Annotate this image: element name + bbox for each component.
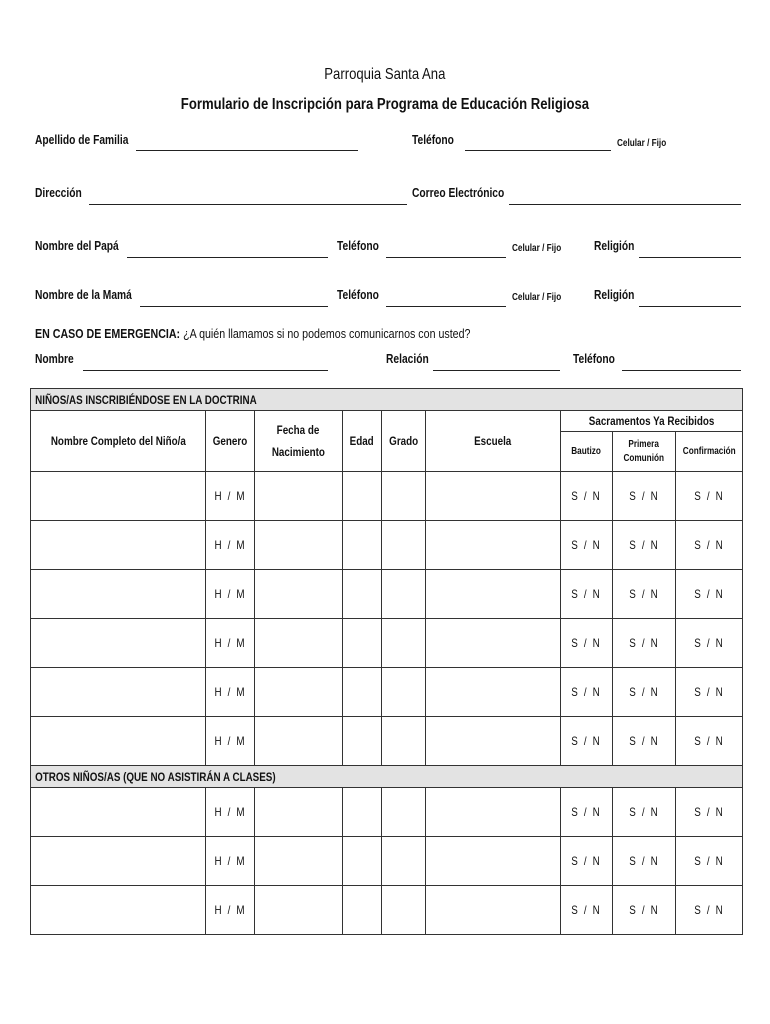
baptism-mark: S / N — [571, 685, 602, 699]
birthdate-cell[interactable] — [255, 472, 343, 521]
school-cell[interactable] — [426, 886, 561, 935]
emergency-name-label: Nombre — [35, 352, 74, 366]
name-cell[interactable] — [31, 521, 206, 570]
col-header-communion: Primera Comunión — [613, 432, 676, 472]
email-field[interactable] — [509, 204, 741, 205]
gender-mark: H / M — [214, 903, 246, 917]
gender-cell[interactable] — [206, 788, 255, 837]
baptism-cell[interactable] — [561, 886, 613, 935]
other-child-row — [31, 886, 743, 935]
baptism-cell[interactable] — [561, 570, 613, 619]
baptism-cell[interactable] — [561, 521, 613, 570]
grade-cell[interactable] — [382, 472, 426, 521]
baptism-cell[interactable] — [561, 788, 613, 837]
baptism-mark: S / N — [571, 854, 602, 868]
confirmation-cell[interactable] — [676, 472, 743, 521]
col-header-birthdate: Fecha de Nacimiento — [255, 411, 343, 472]
gender-cell[interactable] — [206, 619, 255, 668]
name-cell[interactable] — [31, 837, 206, 886]
gender-cell[interactable] — [206, 521, 255, 570]
confirmation-cell[interactable] — [676, 521, 743, 570]
birthdate-cell[interactable] — [255, 788, 343, 837]
section-enrolled-heading: NIÑOS/AS INSCRIBIÉNDOSE EN LA DOCTRINA — [31, 389, 743, 411]
enrolled-child-row — [31, 619, 743, 668]
school-cell[interactable] — [426, 472, 561, 521]
gender-cell[interactable] — [206, 837, 255, 886]
name-cell[interactable] — [31, 570, 206, 619]
emergency-heading: EN CASO DE EMERGENCIA: — [35, 326, 181, 341]
baptism-mark: S / N — [571, 734, 602, 748]
confirmation-cell[interactable] — [676, 668, 743, 717]
name-cell[interactable] — [31, 886, 206, 935]
father-phone-hint: Celular / Fijo — [512, 243, 562, 254]
grade-cell[interactable] — [382, 521, 426, 570]
gender-mark: H / M — [214, 489, 246, 503]
father-phone-label: Teléfono — [337, 239, 379, 253]
section-enrolled-row — [31, 389, 743, 411]
other-child-row — [31, 837, 743, 886]
age-cell[interactable] — [343, 668, 382, 717]
col-header-grade: Grado — [382, 411, 426, 472]
confirmation-mark: S / N — [693, 636, 725, 650]
emergency-question: ¿A quién llamamos si no podemos comunicarnos con usted? — [180, 326, 471, 341]
confirmation-mark: S / N — [693, 685, 725, 699]
birthdate-cell[interactable] — [255, 521, 343, 570]
communion-mark: S / N — [628, 734, 660, 748]
section-others-row — [31, 766, 743, 788]
age-cell[interactable] — [343, 521, 382, 570]
confirmation-mark: S / N — [693, 538, 725, 552]
communion-cell[interactable] — [613, 837, 676, 886]
other-child-row — [31, 788, 743, 837]
gender-mark: H / M — [214, 854, 246, 868]
school-cell[interactable] — [426, 717, 561, 766]
confirmation-mark: S / N — [693, 734, 725, 748]
gender-cell[interactable] — [206, 886, 255, 935]
enrolled-child-row — [31, 668, 743, 717]
name-cell[interactable] — [31, 619, 206, 668]
school-cell[interactable] — [426, 570, 561, 619]
age-cell[interactable] — [343, 886, 382, 935]
communion-mark: S / N — [628, 587, 660, 601]
school-cell[interactable] — [426, 788, 561, 837]
gender-cell[interactable] — [206, 570, 255, 619]
enrolled-child-row — [31, 717, 743, 766]
confirmation-cell[interactable] — [676, 570, 743, 619]
gender-cell[interactable] — [206, 472, 255, 521]
baptism-cell[interactable] — [561, 717, 613, 766]
grade-cell[interactable] — [382, 886, 426, 935]
other-rows — [31, 788, 743, 935]
birthdate-cell[interactable] — [255, 570, 343, 619]
family-surname-label: Apellido de Familia — [35, 133, 129, 147]
father-religion-label: Religión — [594, 239, 635, 253]
school-cell[interactable] — [426, 837, 561, 886]
mother-phone-field[interactable] — [386, 306, 506, 307]
school-cell[interactable] — [426, 619, 561, 668]
communion-cell[interactable] — [613, 717, 676, 766]
confirmation-mark: S / N — [693, 587, 725, 601]
birthdate-cell[interactable] — [255, 619, 343, 668]
mother-religion-label: Religión — [594, 288, 635, 302]
mother-phone-label: Teléfono — [337, 288, 379, 302]
col-header-baptism: Bautizo — [561, 432, 613, 472]
mother-religion-field[interactable] — [639, 306, 741, 307]
communion-cell[interactable] — [613, 472, 676, 521]
communion-mark: S / N — [628, 854, 660, 868]
age-cell[interactable] — [343, 717, 382, 766]
communion-mark: S / N — [628, 903, 660, 917]
header-row — [31, 411, 743, 432]
enrolled-child-row — [31, 570, 743, 619]
communion-cell[interactable] — [613, 570, 676, 619]
emergency-relation-field[interactable] — [433, 370, 560, 371]
grade-cell[interactable] — [382, 717, 426, 766]
grade-cell[interactable] — [382, 570, 426, 619]
gender-mark: H / M — [214, 685, 246, 699]
baptism-cell[interactable] — [561, 619, 613, 668]
family-surname-field[interactable] — [136, 150, 358, 151]
confirmation-mark: S / N — [693, 854, 725, 868]
age-cell[interactable] — [343, 619, 382, 668]
emergency-phone-field[interactable] — [622, 370, 741, 371]
form-title: Formulario de Inscripción para Programa de Educación Religiosa — [180, 96, 590, 113]
confirmation-mark: S / N — [693, 489, 725, 503]
communion-mark: S / N — [628, 538, 660, 552]
grade-cell[interactable] — [382, 837, 426, 886]
enrolled-rows — [31, 472, 743, 766]
baptism-mark: S / N — [571, 903, 602, 917]
school-cell[interactable] — [426, 521, 561, 570]
family-phone-hint: Celular / Fijo — [617, 138, 667, 149]
birthdate-cell[interactable] — [255, 886, 343, 935]
communion-mark: S / N — [628, 636, 660, 650]
col-header-school: Escuela — [426, 411, 561, 472]
age-cell[interactable] — [343, 788, 382, 837]
confirmation-mark: S / N — [693, 903, 725, 917]
children-table — [30, 388, 743, 935]
gender-cell[interactable] — [206, 668, 255, 717]
emergency-phone-label: Teléfono — [573, 352, 615, 366]
school-cell[interactable] — [426, 668, 561, 717]
enrolled-child-row — [31, 521, 743, 570]
mother-phone-hint: Celular / Fijo — [512, 292, 562, 303]
confirmation-cell[interactable] — [676, 788, 743, 837]
enrolled-child-row — [31, 472, 743, 521]
father-phone-field[interactable] — [386, 257, 506, 258]
birthdate-cell[interactable] — [255, 717, 343, 766]
gender-mark: H / M — [214, 805, 246, 819]
communion-mark: S / N — [628, 685, 660, 699]
communion-cell[interactable] — [613, 619, 676, 668]
name-cell[interactable] — [31, 668, 206, 717]
emergency-name-field[interactable] — [83, 370, 328, 371]
mother-name-label: Nombre de la Mamá — [35, 288, 132, 302]
name-cell[interactable] — [31, 717, 206, 766]
communion-cell[interactable] — [613, 788, 676, 837]
grade-cell[interactable] — [382, 619, 426, 668]
birthdate-cell[interactable] — [255, 668, 343, 717]
communion-cell[interactable] — [613, 668, 676, 717]
age-cell[interactable] — [343, 472, 382, 521]
gender-mark: H / M — [214, 587, 246, 601]
emergency-prompt — [35, 326, 470, 341]
baptism-cell[interactable] — [561, 472, 613, 521]
baptism-mark: S / N — [571, 538, 602, 552]
communion-cell[interactable] — [613, 521, 676, 570]
baptism-cell[interactable] — [561, 668, 613, 717]
father-name-label: Nombre del Papá — [35, 239, 119, 253]
father-name-field[interactable] — [127, 257, 328, 258]
baptism-cell[interactable] — [561, 837, 613, 886]
emergency-relation-label: Relación — [386, 352, 429, 366]
col-header-age: Edad — [343, 411, 382, 472]
confirmation-cell[interactable] — [676, 619, 743, 668]
col-header-sacraments: Sacramentos Ya Recibidos — [561, 411, 743, 432]
email-label: Correo Electrónico — [412, 186, 505, 200]
address-label: Dirección — [35, 186, 82, 200]
mother-name-field[interactable] — [140, 306, 328, 307]
family-phone-field[interactable] — [465, 150, 611, 151]
gender-mark: H / M — [214, 636, 246, 650]
confirmation-cell[interactable] — [676, 717, 743, 766]
communion-mark: S / N — [628, 805, 660, 819]
parish-name: Parroquia Santa Ana — [324, 66, 446, 83]
communion-mark: S / N — [628, 489, 660, 503]
grade-cell[interactable] — [382, 668, 426, 717]
baptism-mark: S / N — [571, 587, 602, 601]
father-religion-field[interactable] — [639, 257, 741, 258]
name-cell[interactable] — [31, 472, 206, 521]
col-header-confirmation: Confirmación — [676, 432, 743, 472]
confirmation-cell[interactable] — [676, 886, 743, 935]
baptism-mark: S / N — [571, 805, 602, 819]
confirmation-cell[interactable] — [676, 837, 743, 886]
communion-cell[interactable] — [613, 886, 676, 935]
name-cell[interactable] — [31, 788, 206, 837]
family-phone-label: Teléfono — [412, 133, 454, 147]
birthdate-cell[interactable] — [255, 837, 343, 886]
gender-cell[interactable] — [206, 717, 255, 766]
baptism-mark: S / N — [571, 489, 602, 503]
section-others-heading: OTROS NIÑOS/AS (QUE NO ASISTIRÁN A CLASES) — [31, 766, 743, 788]
col-header-gender: Genero — [206, 411, 255, 472]
gender-mark: H / M — [214, 538, 246, 552]
confirmation-mark: S / N — [693, 805, 725, 819]
baptism-mark: S / N — [571, 636, 602, 650]
grade-cell[interactable] — [382, 788, 426, 837]
col-header-name: Nombre Completo del Niño/a — [31, 411, 206, 472]
address-field[interactable] — [89, 204, 407, 205]
gender-mark: H / M — [214, 734, 246, 748]
age-cell[interactable] — [343, 570, 382, 619]
age-cell[interactable] — [343, 837, 382, 886]
